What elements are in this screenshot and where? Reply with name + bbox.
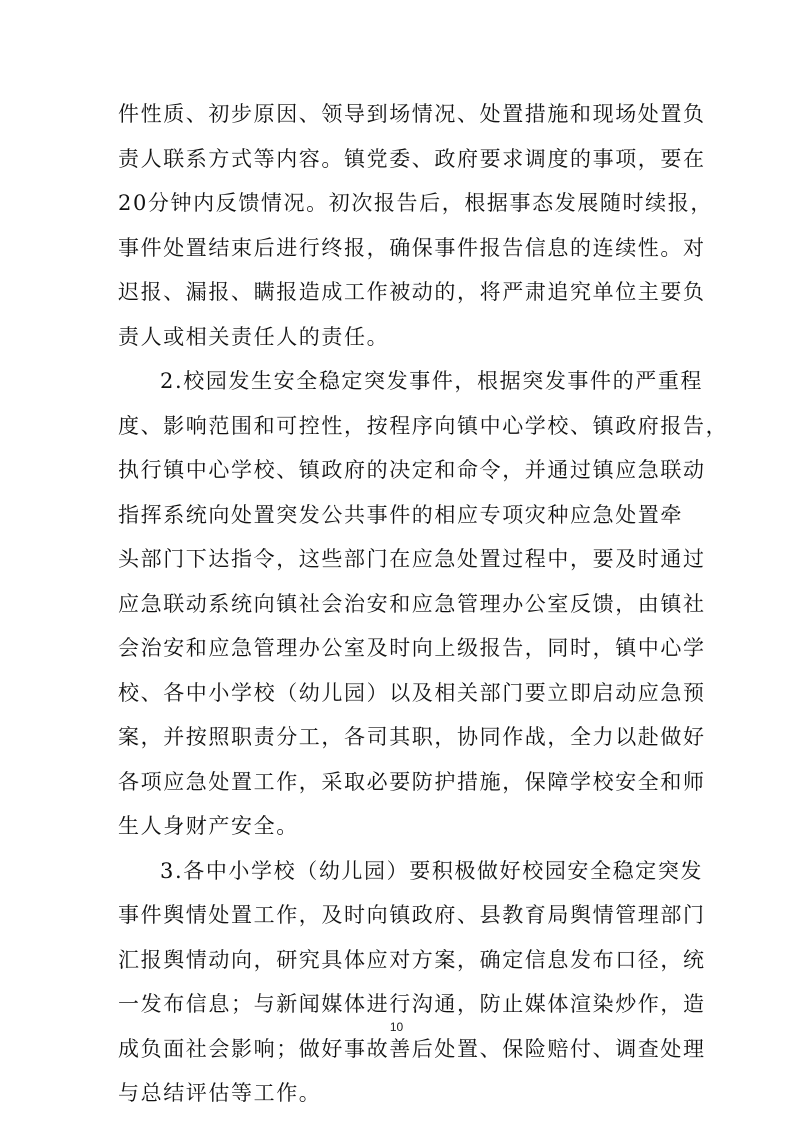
paragraph-continued <box>118 92 713 359</box>
text-line: 事件舆情处置工作，及时向镇政府、县教育局舆情管理部门 <box>118 903 706 927</box>
text-line: 度、影响范围和可控性，按程序向镇中心学校、镇政府报告， <box>118 413 729 438</box>
paragraph-3 <box>118 849 706 1116</box>
text-line: 责人联系方式等内容。镇党委、政府要求调度的事项，要在 <box>118 146 706 171</box>
text-line: 指挥系统向处置突发公共事件的相应专项灾种应急处置牵 <box>118 502 683 527</box>
body-text <box>118 92 729 1116</box>
text-line: 责人或相关责任人的责任。 <box>118 324 390 349</box>
text-line: 事件处置结束后进行终报，确保事件报告信息的连续性。对 <box>118 235 706 260</box>
text-line: 迟报、漏报、瞒报造成工作被动的，将严肃追究单位主要负 <box>118 280 706 304</box>
page-number: 10 <box>389 1020 404 1034</box>
text-line: 20分钟内反馈情况。初次报告后，根据事态发展随时续报， <box>118 191 713 215</box>
text-line: 3.各中小学校（幼儿园）要积极做好校园安全稳定突发 <box>160 858 704 883</box>
text-line: 各项应急处置工作，采取必要防护措施，保障学校安全和师 <box>118 769 706 794</box>
text-line: 一发布信息；与新闻媒体进行沟通，防止媒体渲染炒作，造 <box>118 992 706 1016</box>
paragraph-2 <box>118 359 729 849</box>
text-line: 校、各中小学校（幼儿园）以及相关部门要立即启动应急预 <box>118 680 706 705</box>
text-line: 汇报舆情动向，研究具体应对方案，确定信息发布口径，统 <box>118 947 706 972</box>
text-line: 与总结评估等工作。 <box>118 1081 322 1105</box>
text-line: 会治安和应急管理办公室及时向上级报告，同时，镇中心学 <box>118 636 706 660</box>
text-line: 成负面社会影响；做好事故善后处置、保险赔付、调查处理 <box>118 1036 706 1061</box>
text-line: 头部门下达指令，这些部门在应急处置过程中，要及时通过 <box>118 547 706 571</box>
text-line: 应急联动系统向镇社会治安和应急管理办公室反馈，由镇社 <box>118 591 706 616</box>
text-line: 案，并按照职责分工，各司其职，协同作战，全力以赴做好 <box>118 725 706 749</box>
text-line: 生人身财产安全。 <box>118 814 299 838</box>
text-line: 2.校园发生安全稳定突发事件，根据突发事件的严重程 <box>160 369 704 393</box>
text-line: 执行镇中心学校、镇政府的决定和命令，并通过镇应急联动 <box>118 458 706 482</box>
text-line: 件性质、初步原因、领导到场情况、处置措施和现场处置负 <box>118 102 706 126</box>
